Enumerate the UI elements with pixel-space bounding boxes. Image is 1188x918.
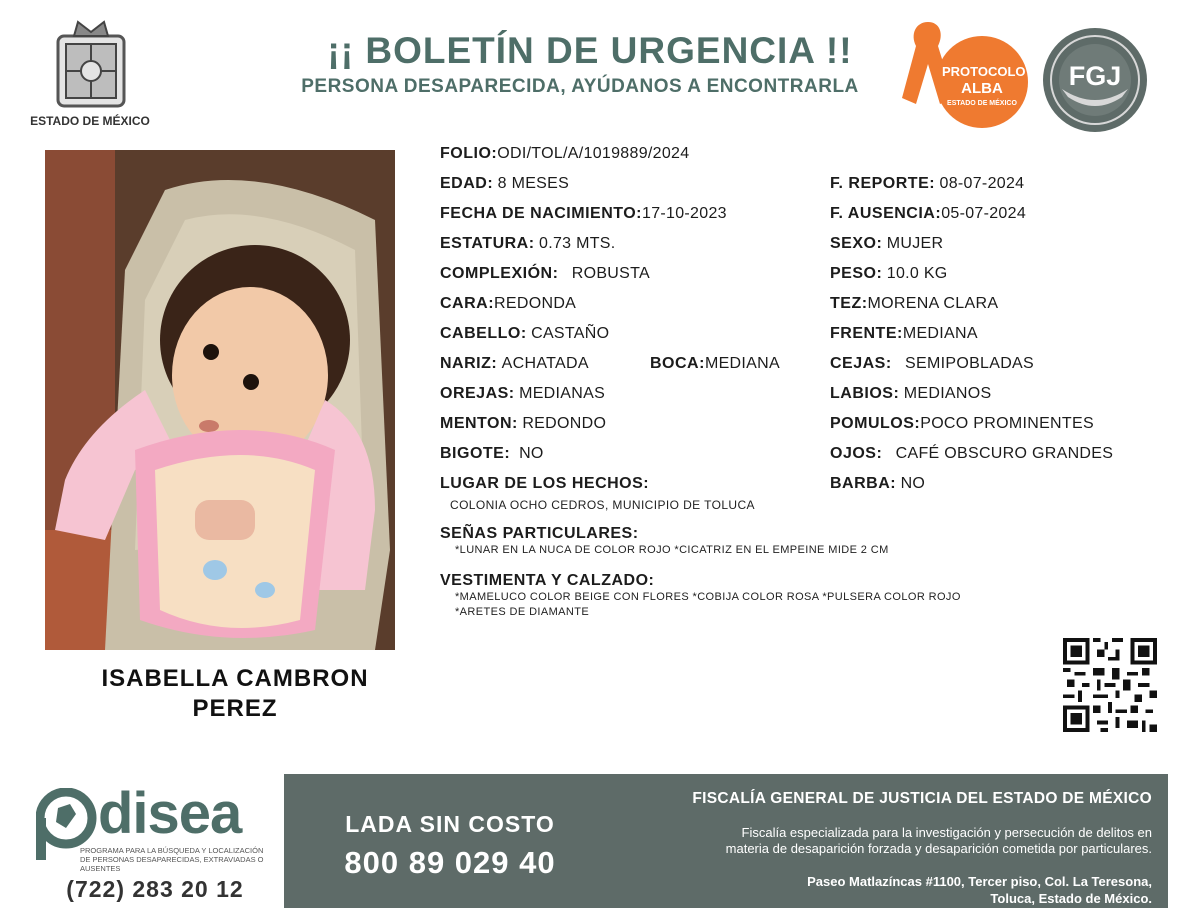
odisea-phone[interactable]: (722) 283 20 12 xyxy=(66,876,244,902)
senas-value: *LUNAR EN LA NUCA DE COLOR ROJO *CICATRIZ EN EL EMPEINE MIDE 2 CM xyxy=(455,544,889,556)
field-tez: TEZ:MORENA CLARA xyxy=(830,295,999,312)
fiscalia-description xyxy=(600,825,1152,857)
senas-label: SEÑAS PARTICULARES: xyxy=(440,525,639,542)
estado-de-mexico-seal-icon xyxy=(50,18,132,110)
field-cara: CARA:REDONDA xyxy=(440,295,577,312)
lada-sin-costo-label: LADA SIN COSTO xyxy=(345,811,555,837)
field-cabello: CABELLO: CASTAÑO xyxy=(440,325,610,342)
field-complexion: COMPLEXIÓN: ROBUSTA xyxy=(440,265,650,282)
field-ojos: OJOS: CAFÉ OBSCURO GRANDES xyxy=(830,445,1114,462)
field-peso: PESO: 10.0 KG xyxy=(830,265,948,282)
field-nacimiento: FECHA DE NACIMIENTO:17-10-2023 xyxy=(440,205,727,222)
field-estatura: ESTATURA: 0.73 MTS. xyxy=(440,235,616,252)
vestimenta-label: VESTIMENTA Y CALZADO: xyxy=(440,572,655,589)
field-lugar-label: LUGAR DE LOS HECHOS: xyxy=(440,475,650,492)
fiscalia-address-line1: Paseo Matlazíncas #1100, Tercer piso, Col. La Teresona, xyxy=(807,874,1152,889)
field-bigote: BIGOTE: NO xyxy=(440,445,544,462)
alba-line2: ALBA xyxy=(961,80,1003,97)
fiscalia-address-line2: Toluca, Estado de México. xyxy=(990,891,1152,906)
bulletin-subtitle: PERSONA DESAPARECIDA, AYÚDANOS A ENCONTRARLA xyxy=(301,76,859,97)
bulletin-title: ¡¡ BOLETÍN DE URGENCIA !! xyxy=(327,30,853,71)
fgj-logo xyxy=(1040,25,1150,135)
vestimenta-line2: *ARETES DE DIAMANTE xyxy=(455,606,590,618)
field-nariz: NARIZ: ACHATADA xyxy=(440,355,589,372)
field-menton: MENTON: REDONDO xyxy=(440,415,607,432)
state-label: ESTADO DE MÉXICO xyxy=(30,114,150,128)
field-folio: FOLIO:ODI/TOL/A/1019889/2024 xyxy=(440,145,690,162)
lada-sin-costo-number[interactable]: 800 89 029 40 xyxy=(344,845,556,880)
odisea-wordmark: disea xyxy=(98,781,242,846)
person-name-line1: ISABELLA CAMBRON xyxy=(101,665,369,692)
odisea-caption: PROGRAMA PARA LA BÚSQUEDA Y LOCALIZACIÓN DE PERSONAS DESAPARECIDAS, EXTRAVIADAS O AUSENTES xyxy=(80,846,264,873)
person-name xyxy=(60,664,410,724)
field-labios: LABIOS: MEDIANOS xyxy=(830,385,992,402)
field-orejas: OREJAS: MEDIANAS xyxy=(440,385,606,402)
alba-line1: PROTOCOLO xyxy=(942,64,1026,79)
fiscalia-address xyxy=(600,873,1152,907)
field-f-reporte: F. REPORTE: 08-07-2024 xyxy=(830,175,1025,192)
field-boca: BOCA:MEDIANA xyxy=(650,355,780,372)
protocolo-alba-logo xyxy=(898,20,1030,132)
fgj-text: FGJ xyxy=(1068,61,1122,91)
fiscalia-title: FISCALÍA GENERAL DE JUSTICIA DEL ESTADO DE MÉXICO xyxy=(692,790,1152,807)
fiscalia-desc-line2: materia de desaparición forzada y desaparición cometida por particulares. xyxy=(725,841,1152,856)
field-cejas: CEJAS: SEMIPOBLADAS xyxy=(830,355,1035,372)
field-edad: EDAD: 8 MESES xyxy=(440,175,570,192)
field-sexo: SEXO: MUJER xyxy=(830,235,944,252)
field-frente: FRENTE:MEDIANA xyxy=(830,325,978,342)
person-name-line2: PEREZ xyxy=(192,695,278,722)
field-f-ausencia: F. AUSENCIA:05-07-2024 xyxy=(830,205,1027,222)
fiscalia-desc-line1: Fiscalía especializada para la investigación y persecución de delitos en xyxy=(741,825,1152,840)
missing-person-photo xyxy=(45,150,395,650)
field-lugar-value: COLONIA OCHO CEDROS, MUNICIPIO DE TOLUCA xyxy=(450,498,755,512)
field-pomulos: POMULOS:POCO PROMINENTES xyxy=(830,415,1094,432)
qr-code-icon[interactable] xyxy=(1063,638,1157,732)
vestimenta-line1: *MAMELUCO COLOR BEIGE CON FLORES *COBIJA COLOR ROSA *PULSERA COLOR ROJO xyxy=(455,591,961,603)
alba-line3: ESTADO DE MÉXICO xyxy=(947,100,1017,107)
field-barba: BARBA: NO xyxy=(830,475,926,492)
